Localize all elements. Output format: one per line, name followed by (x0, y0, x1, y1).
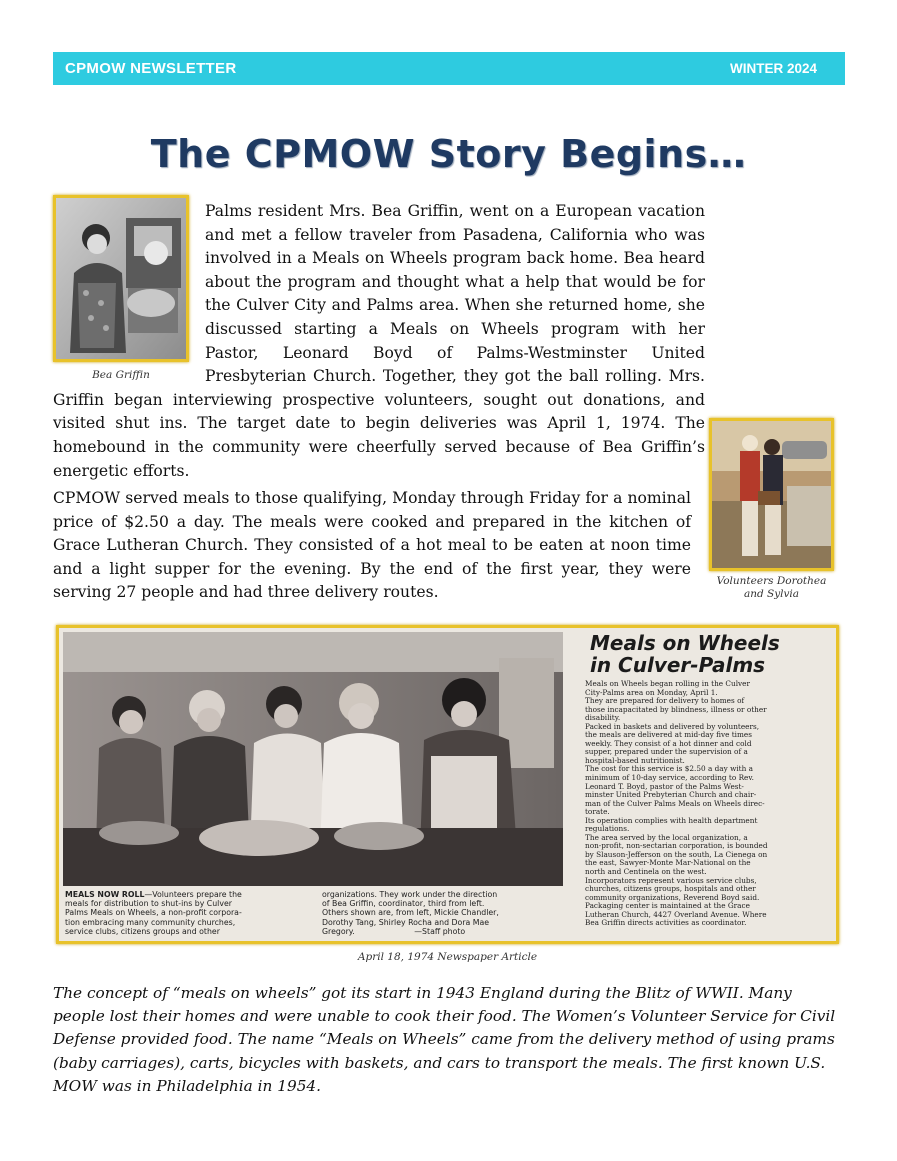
clipping-column-line: community organizations, Reverend Boyd said. (585, 892, 760, 902)
clipping-column-line: The cost for this service is $2.50 a day with a (585, 764, 753, 774)
bea-griffin-caption: Bea Griffin (92, 369, 150, 381)
clipping-column-line: north and Centinela on the west. (585, 867, 707, 877)
clipping-caption-line: Palms Meals on Wheels, a non-profit corpora- (65, 908, 242, 918)
clipping-column-line: Leonard T. Boyd, pastor of the Palms West- (585, 781, 744, 791)
clipping-column-line: Meals on Wheels began rolling in the Culver (585, 680, 750, 688)
clipping-caption-line: service clubs, citizens groups and other (65, 926, 220, 936)
clipping-column-line: The area served by the local organization, a (585, 832, 748, 842)
clipping-column-line: hospital-based nutritionist. (585, 755, 685, 765)
issue-label: WINTER 2024 (729, 61, 817, 76)
clipping-column-line: the meals are delivered at mid-day five times (585, 730, 752, 740)
volunteers-photo (709, 418, 834, 571)
clipping-column-line: minster United Prebyterian Church and chair- (585, 790, 757, 800)
clipping-headline-line-2: in Culver-Palms (590, 653, 766, 677)
clipping-column-line: disability. (585, 713, 621, 723)
newspaper-clipping (56, 625, 839, 944)
clipping-column-line: by Slauson-Jefferson on the south, La Cienega on (585, 849, 768, 859)
closing-paragraph: The concept of “meals on wheels” got its start in 1943 England during the Blitz of WWII. Many people lost their homes and were unable to cook their food. The Women’s Volunteer Service for Civil Defense provided food. The name “Meals on Wheels” came from the delivery method of using prams (baby carriages), carts, bicycles with baskets, and cars to transport the meals. The first known U.S. MOW was in Philadelphia in 1954. (53, 984, 836, 1095)
clipping-headline (590, 632, 830, 676)
volunteers-caption-line-2: and Sylvia (743, 588, 800, 600)
clipping-column-line: Packaging center is maintained at the Grace (585, 901, 750, 911)
clipping-column-line: churches, citizens groups, hospitals and other (585, 884, 756, 894)
clipping-column-line: They are prepared for delivery to homes of (585, 696, 745, 706)
paragraph-1-text: Palms resident Mrs. Bea Griffin, went on a European vacation and met a fellow traveler from Pasadena, California who was involved in a Meals on Wheels program back home. Bea heard about the program and thought what a help that would be for the Culver City and Palms area. When she returned home, she discussed starting a Meals on Wheels program with her Pastor, Leonard Boyd of Palms-Westminster United Presbyterian Church. Together, they got the ball rolling. Mrs. Griffin began interviewing prospective volunteers, sought out donations, and visited shut ins. The target date to begin deliveries was April 1, 1974. The homebound in the community were cheerfully served because of Bea Griffin’s energetic efforts. (53, 202, 705, 480)
clipping-column-line: torate. (585, 807, 610, 817)
clipping-column-line: City-Palms area on Monday, April 1. (585, 687, 718, 697)
caption-lead: MEALS NOW ROLL (65, 890, 145, 899)
clipping-column-line: the east, Sawyer-Monte Mar-National on the (585, 858, 751, 868)
article-title: The CPMOW Story Begins… (150, 132, 747, 176)
clipping-caption-line: meals for distribution to shut-ins by Culver (65, 899, 232, 909)
clipping-caption-line: tion embracing many community churches, (65, 917, 236, 927)
clipping-caption-line: of Bea Griffin, coordinator, third from left. (322, 899, 485, 909)
clipping-column-line: weekly. They consist of a hot dinner and cold (585, 738, 752, 748)
clipping-caption-line: Dorothy Tang, Shirley Rocha and Dora Mae (322, 917, 490, 927)
article-paragraph-2: CPMOW served meals to those qualifying, Monday through Friday for a nominal price of $2.50 a day. The meals were cooked and prepared in the kitchen of Grace Lutheran Church. They consisted of a hot meal to be eaten at noon time and a light supper for the evening. By the end of the first year, they were serving 27 people and had three delivery routes. (53, 489, 691, 602)
clipping-column-line: Its operation complies with health department (585, 815, 758, 825)
clipping-column-line: non-profit, non-sectarian corporation, is bounded (585, 841, 768, 851)
clipping-column-line: regulations. (585, 824, 630, 834)
clipping-caption-line: organizations. They work under the direction (322, 890, 498, 899)
clipping-column-line: Packed in baskets and delivered by volunteers, (585, 721, 760, 731)
clipping-caption-line: MEALS NOW ROLL—Volunteers prepare the (65, 890, 242, 899)
clipping-column-line: man of the Culver Palms Meals on Wheels direc- (585, 798, 765, 808)
clipping-article-column (585, 680, 833, 928)
clipping-column-line: minimum of 10-day service, according to Rev. (585, 773, 754, 783)
newspaper-caption: April 18, 1974 Newspaper Article (357, 951, 538, 963)
clipping-photo-caption-right (322, 890, 567, 936)
newsletter-banner (53, 52, 845, 85)
volunteers-caption (705, 575, 838, 601)
clipping-caption-line: Others shown are, from left, Mickie Chandler, (322, 908, 499, 918)
clipping-caption-line: Gregory. —Staff photo (322, 926, 466, 936)
clipping-column-line: Incorporators represent various service clubs, (585, 875, 757, 885)
clipping-column-line: those incapacitated by blindness, illness or other (585, 704, 767, 714)
volunteers-photo-image (712, 421, 831, 568)
clipping-column-line: supper, prepared under the supervision of a (585, 747, 748, 757)
clipping-headline-line-1: Meals on Wheels (590, 631, 780, 655)
clipping-photo-caption-left (65, 890, 310, 936)
clipping-column-line: Bea Griffin directs activities as coordinator. (585, 918, 747, 928)
newsletter-name: CPMOW NEWSLETTER (65, 60, 237, 77)
volunteers-caption-line-1: Volunteers Dorothea (716, 575, 827, 587)
clipping-column-line: Lutheran Church, 4427 Overland Avenue. Where (585, 909, 767, 919)
